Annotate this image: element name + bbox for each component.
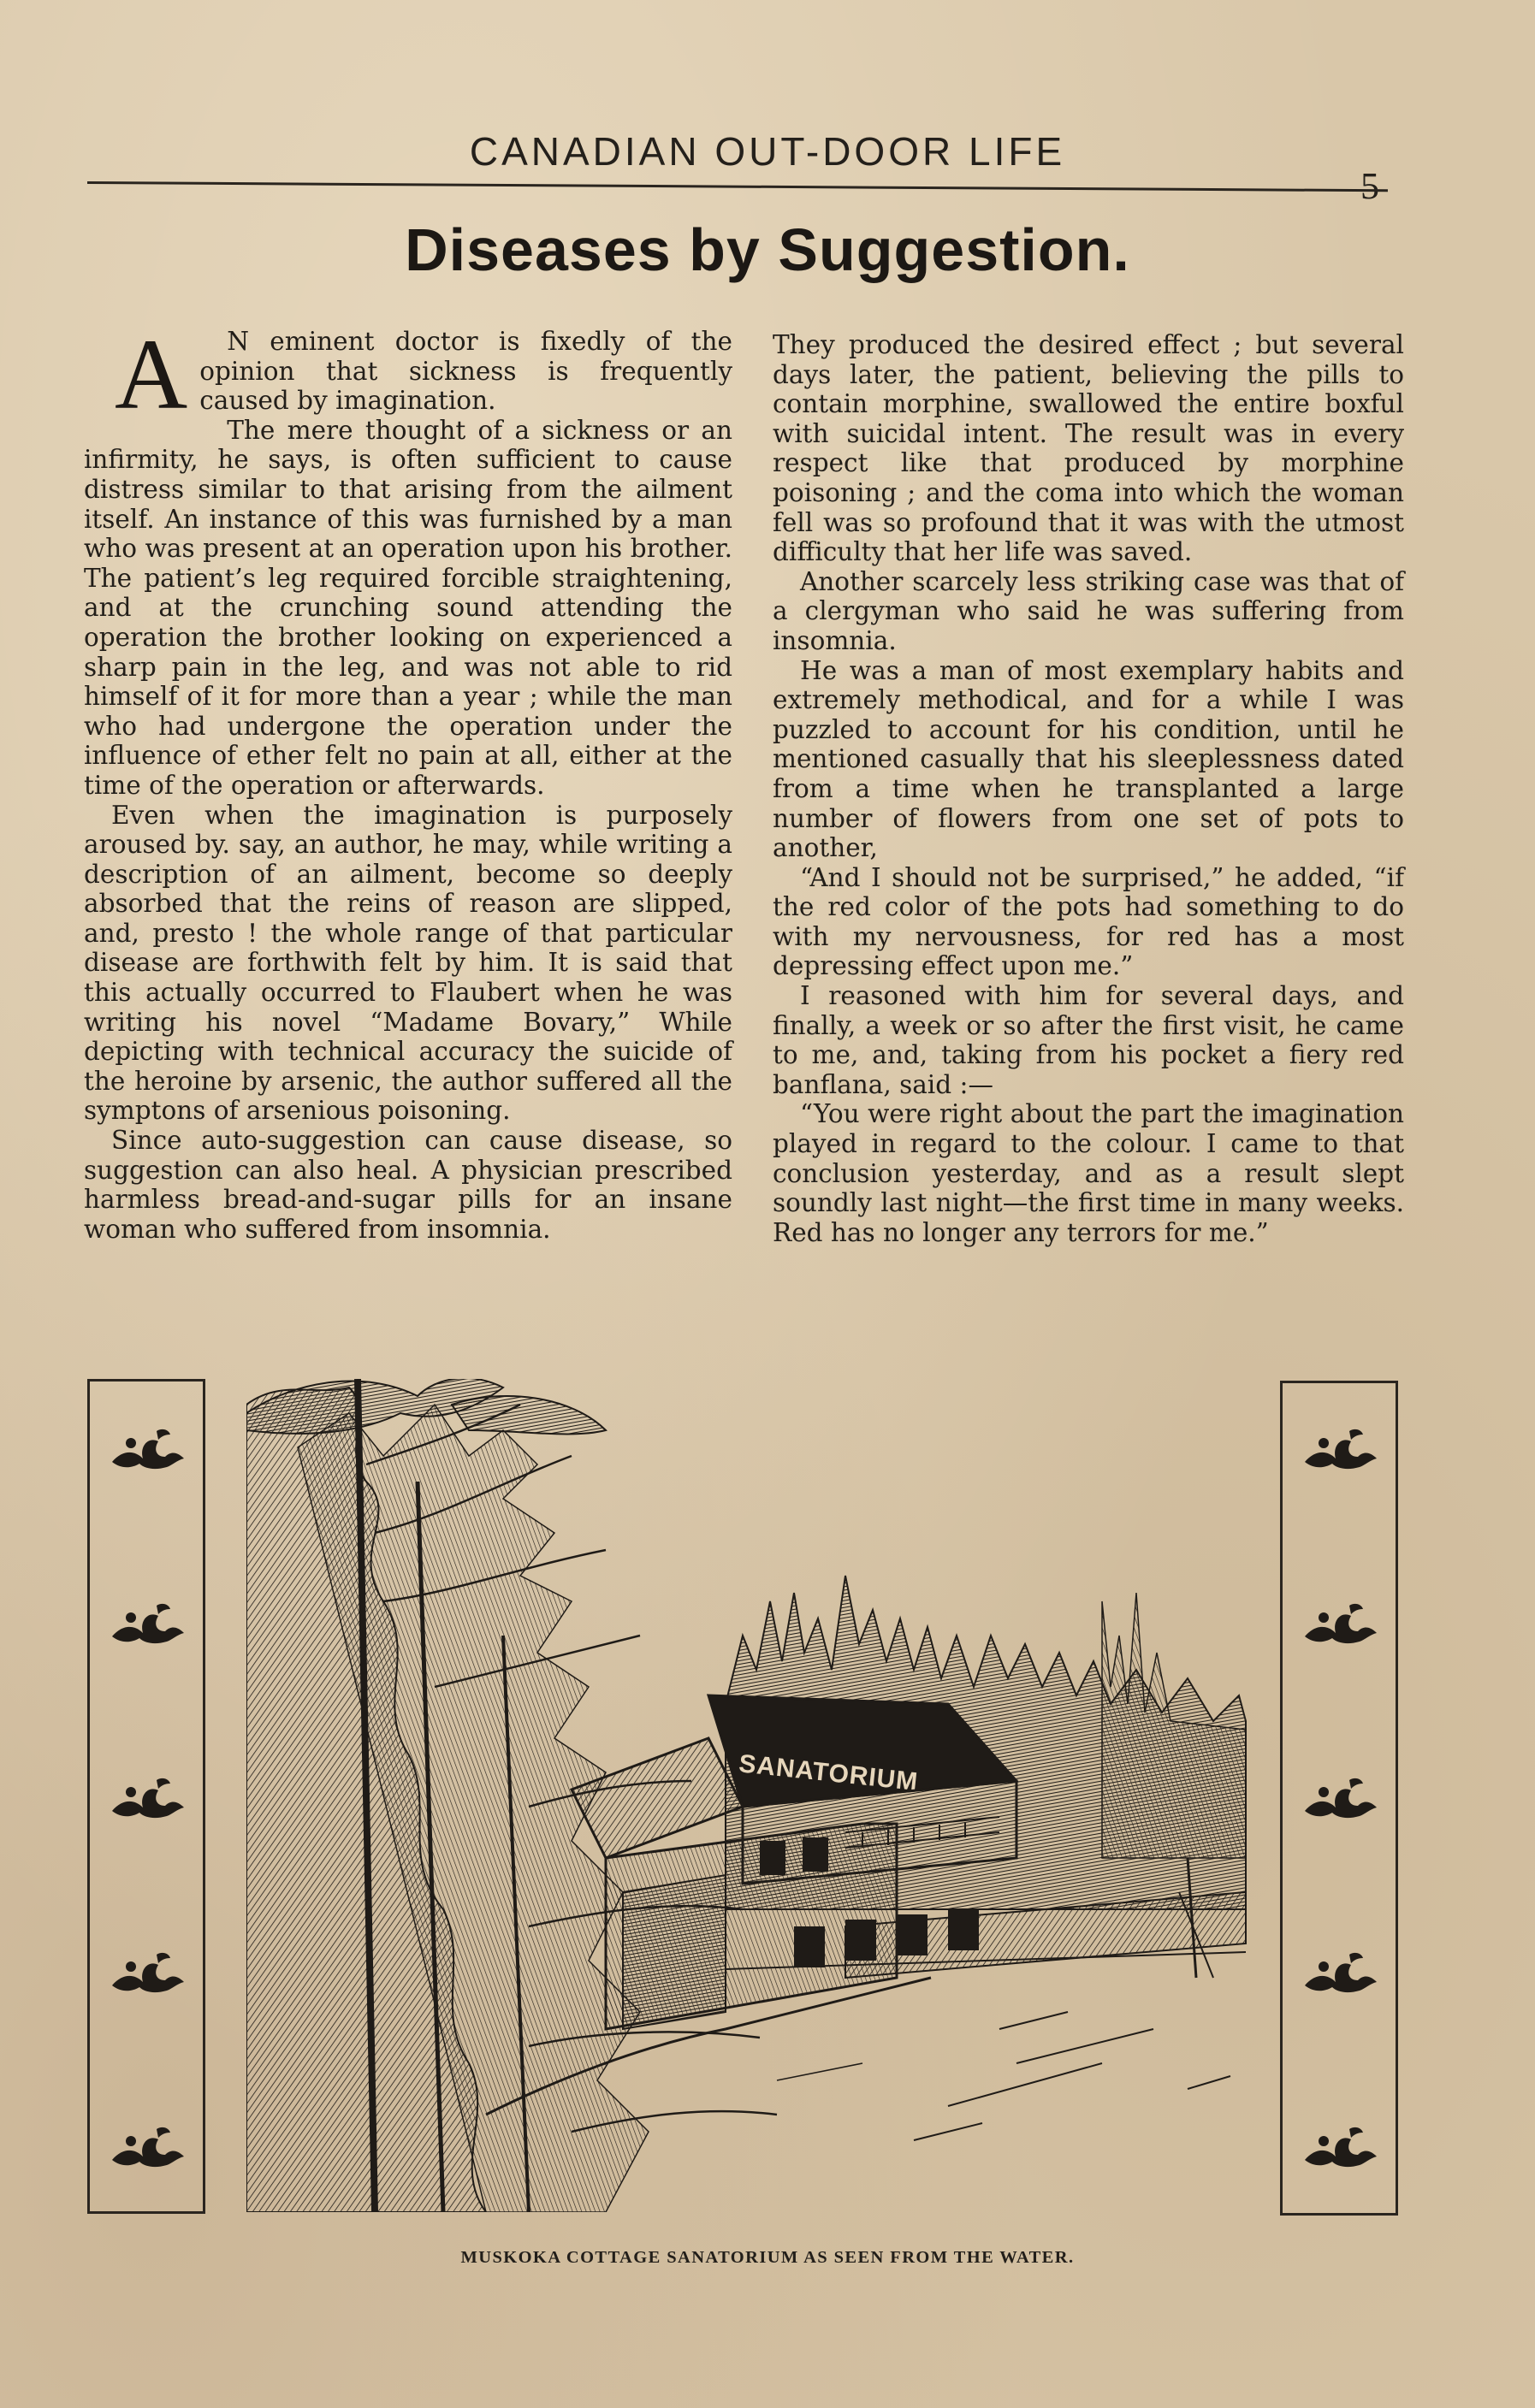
- paragraph-4: Since auto-suggestion can cause disease, so suggestion can also heal. A physician prescribed harmless bread-and-sugar pills for an insane woman who suffered from insomnia.: [84, 1126, 732, 1244]
- left-column: [84, 318, 732, 1244]
- floral-fleuron-icon: [105, 1948, 191, 2001]
- paragraph-1-text: N eminent doctor is fixedly of the opinion that sickness is frequently caused by imagination.: [199, 327, 732, 416]
- page-number: 5: [1360, 165, 1379, 207]
- sanatorium-illustration: [246, 1379, 1249, 2212]
- paragraph-9: I reasoned with him for several days, and finally, a week or so after the first visit, he came to me, and, taking from his pocket a fiery red banflana, said :—: [773, 981, 1404, 1099]
- running-title: CANADIAN OUT-DOOR LIFE: [469, 129, 1066, 174]
- floral-fleuron-icon: [1298, 1424, 1384, 1477]
- paragraph-6: Another scarcely less striking case was that of a clergyman who said he was suffering from insomnia.: [773, 566, 1404, 655]
- floral-fleuron-icon: [105, 1424, 191, 1477]
- floral-fleuron-icon: [1298, 1948, 1384, 2001]
- illustration-caption: MUSKOKA COTTAGE SANATORIUM AS SEEN FROM THE WATER.: [460, 2248, 1075, 2267]
- floral-fleuron-icon: [1298, 2122, 1384, 2175]
- floral-fleuron-icon: [105, 2122, 191, 2175]
- right-ornament-panel: [1280, 1381, 1398, 2216]
- paragraph-1: [84, 318, 732, 430]
- header-rule: [87, 181, 1388, 192]
- paragraph-2: The mere thought of a sickness or an infirmity, he says, is often sufficient to cause distress similar to that arising from the ailment itself. An instance of this was furnished by a man who was present at an operation upon his brother. The patient’s leg required forcible straightening, and at the crunching sound attending the operation the brother looking on experienced a sharp pain in the leg, and was not able to rid himself of it for more than a year ; while the man who had undergone the operation under the influence of ether felt no pain at all, either at the time of the operation or afterwards.: [84, 415, 732, 800]
- floral-fleuron-icon: [105, 1599, 191, 1652]
- paragraph-10: “You were right about the part the imagination played in regard to the colour. I came to that conclusion yesterday, and as a result slept soundly last night—the first time in many weeks. Red has no longer any terrors for me.”: [773, 1099, 1404, 1247]
- paragraph-7: He was a man of most exemplary habits and extremely methodical, and for a while I was puzzled to account for his condition, until he mentioned casually that his sleeplessness dated from a time when he transplanted a large number of flowers from one set of pots to another,: [773, 655, 1404, 863]
- paragraph-8: “And I should not be surprised,” he added, “if the red color of the pots had something to do with my nervousness, for red has a most depressing effect upon me.”: [773, 862, 1404, 981]
- left-ornament-panel: [87, 1379, 205, 2214]
- right-column: [773, 330, 1404, 1247]
- article-title: Diseases by Suggestion.: [405, 216, 1130, 283]
- drop-cap: A: [115, 318, 188, 430]
- floral-fleuron-icon: [105, 1773, 191, 1826]
- paragraph-3: Even when the imagination is purposely aroused by. say, an author, he may, while writing a description of an ailment, become so deeply absorbed that the reins of reason are slipped, and, presto ! the whole range of that particular disease are forthwith felt by him. It is said that this actually occurred to Flaubert when he was writing his novel “Madame Bovary,” While depicting with technical accuracy the suicide of the heroine by arsenic, the author suffered all the symptons of arsenious poisoning.: [84, 800, 732, 1126]
- floral-fleuron-icon: [1298, 1599, 1384, 1652]
- floral-fleuron-icon: [1298, 1773, 1384, 1826]
- engraving-svg: [246, 1379, 1249, 2212]
- paragraph-5: They produced the desired effect ; but several days later, the patient, believing the pills to contain morphine, swallowed the entire boxful with suicidal intent. The result was in every respect like that produced by morphine poisoning ; and the coma into which the woman fell was so profound that it was with the utmost difficulty that her life was saved.: [773, 330, 1404, 567]
- building-sign: SANATORIUM: [737, 1749, 920, 1797]
